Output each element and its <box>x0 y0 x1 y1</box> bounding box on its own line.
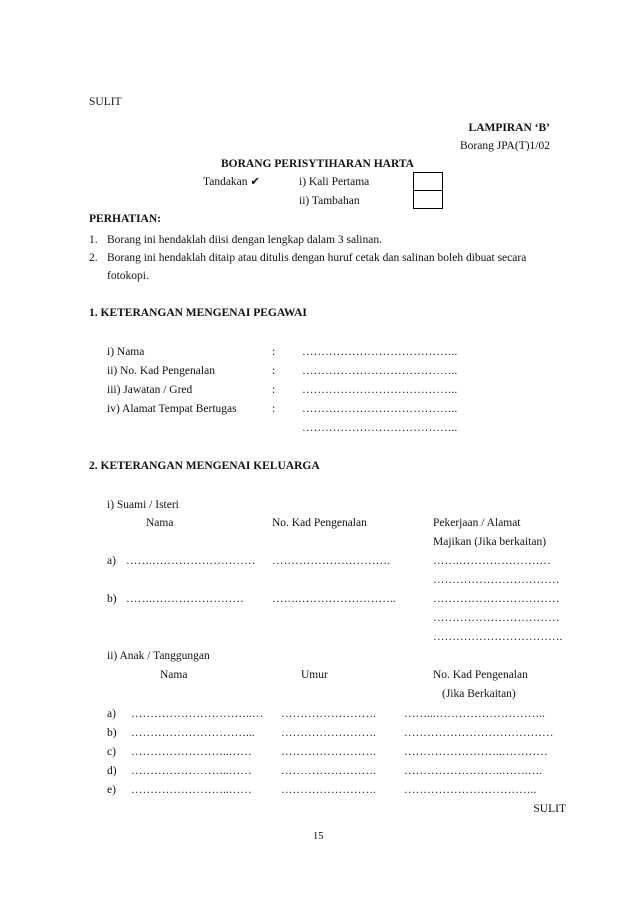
child-row-c-letter: c) <box>107 746 116 758</box>
spouse-row-a-ic[interactable]: …………………………. <box>272 555 390 567</box>
child-row-a-age[interactable]: ……………………. <box>281 708 376 720</box>
child-row-a-letter: a) <box>107 708 116 720</box>
field-address-colon: : <box>272 403 276 415</box>
spouse-row-b-job-2[interactable]: …………………………… <box>433 612 560 624</box>
child-row-e-ic[interactable]: …………………………….. <box>404 784 537 796</box>
child-row-b-name[interactable]: …………………………... <box>131 727 255 739</box>
notice-heading: PERHATIAN: <box>89 213 161 225</box>
checkbox-first-time[interactable] <box>413 172 443 191</box>
lampiran-label: LAMPIRAN ‘B’ <box>468 122 550 134</box>
field-position-label: iii) Jawatan / Gred <box>107 384 193 396</box>
spouse-row-a-job-2[interactable]: …………………………… <box>433 574 560 586</box>
children-col-name: Nama <box>160 669 188 681</box>
child-row-c-ic[interactable]: ……………………..………… <box>404 746 548 758</box>
page-number: 15 <box>313 831 324 842</box>
spouse-col-job2: Majikan (Jika berkaitan) <box>433 536 547 548</box>
child-row-d-name[interactable]: ……………………..…… <box>131 765 252 777</box>
spouse-row-b-job-1[interactable]: …………………………… <box>433 593 560 605</box>
spouse-row-a-name[interactable]: …….……………………… <box>126 555 256 567</box>
spouse-row-b-name[interactable]: …….…………………… <box>126 593 244 605</box>
tick-instruction: Tandakan ✔ <box>203 176 261 188</box>
child-row-d-age[interactable]: ……………………. <box>281 765 376 777</box>
classification-bottom: SULIT <box>533 803 566 815</box>
notice-item-1-num: 1. <box>89 234 98 246</box>
field-position-colon: : <box>272 384 276 396</box>
children-col-age: Umur <box>301 669 328 681</box>
child-row-a-name[interactable]: …………………………..… <box>131 708 264 720</box>
spouse-label: i) Suami / Isteri <box>107 499 179 511</box>
child-row-e-letter: e) <box>107 784 116 796</box>
field-name-dots[interactable]: ………………………………….. <box>302 346 458 358</box>
form-code: Borang JPA(T)1/02 <box>460 140 550 152</box>
section2-heading: 2. KETERANGAN MENGENAI KELUARGA <box>89 460 320 472</box>
section1-heading: 1. KETERANGAN MENGENAI PEGAWAI <box>89 307 307 319</box>
child-row-e-age[interactable]: ……………………. <box>281 784 376 796</box>
spouse-row-a-job-1[interactable]: …….…………………… <box>433 555 551 567</box>
field-position-dots[interactable]: ………………………………….. <box>302 384 458 396</box>
spouse-row-b-letter: b) <box>107 593 117 605</box>
field-ic-colon: : <box>272 365 276 377</box>
children-label: ii) Anak / Tanggungan <box>107 650 210 662</box>
notice-item-2-text: Borang ini hendaklah ditaip atau ditulis dengan huruf cetak dan salinan boleh dibuat secara <box>107 252 527 264</box>
child-row-c-age[interactable]: ……………………. <box>281 746 376 758</box>
spouse-row-b-job-3[interactable]: ……………………………. <box>433 631 563 643</box>
option-first-time: i) Kali Pertama <box>299 176 370 188</box>
field-address-dots[interactable]: ………………………………….. <box>302 403 458 415</box>
field-ic-dots[interactable]: ………………………………….. <box>302 365 458 377</box>
field-ic-label: ii) No. Kad Pengenalan <box>107 365 215 377</box>
spouse-col-job: Pekerjaan / Alamat <box>433 517 521 529</box>
field-address-dots-2[interactable]: ………………………………….. <box>302 422 458 434</box>
child-row-e-name[interactable]: ……………………..…… <box>131 784 252 796</box>
child-row-b-letter: b) <box>107 727 117 739</box>
option-additional: ii) Tambahan <box>299 195 360 207</box>
field-name-label: i) Nama <box>107 346 145 358</box>
classification-top: SULIT <box>89 96 122 108</box>
form-title: BORANG PERISYTIHARAN HARTA <box>221 158 414 170</box>
child-row-b-ic[interactable]: ………………………………… <box>404 727 554 739</box>
children-col-ic2: (Jika Berkaitan) <box>442 688 516 700</box>
child-row-d-letter: d) <box>107 765 117 777</box>
notice-item-2-num: 2. <box>89 252 98 264</box>
checkbox-additional[interactable] <box>413 190 443 209</box>
spouse-row-a-letter: a) <box>107 555 116 567</box>
spouse-col-ic: No. Kad Pengenalan <box>272 517 367 529</box>
notice-item-1-text: Borang ini hendaklah diisi dengan lengkap dalam 3 salinan. <box>107 234 382 246</box>
notice-item-2-cont: fotokopi. <box>107 270 149 282</box>
child-row-b-age[interactable]: ……………………. <box>281 727 376 739</box>
spouse-col-name: Nama <box>146 517 174 529</box>
child-row-c-name[interactable]: ……………………..…… <box>131 746 252 758</box>
child-row-a-ic[interactable]: ……...……………………….. <box>404 708 545 720</box>
spouse-row-b-ic[interactable]: …….…………………….. <box>272 593 396 605</box>
children-col-ic: No. Kad Pengenalan <box>433 669 528 681</box>
field-name-colon: : <box>272 346 276 358</box>
field-address-label: iv) Alamat Tempat Bertugas <box>107 403 237 415</box>
child-row-d-ic[interactable]: ……………………..…….…. <box>404 765 542 777</box>
